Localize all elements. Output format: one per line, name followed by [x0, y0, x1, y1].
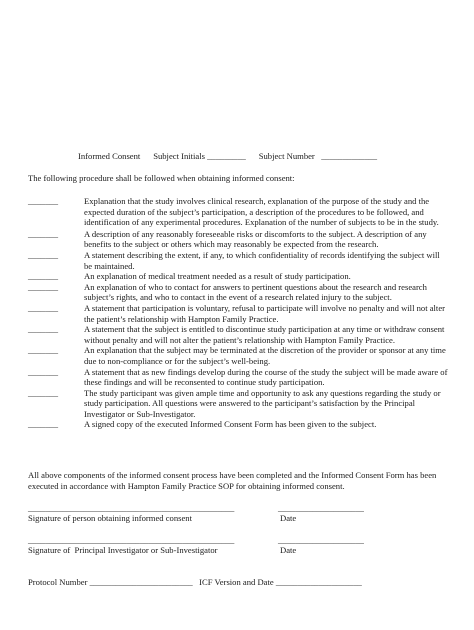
investigator-date-label: Date	[280, 545, 297, 555]
item-text: An explanation that the subject may be terminated at the discretion of the provider or sponsor at any time due to non-compliance or for the subject’s well-being.	[84, 345, 446, 366]
investigator-date-line: ____________________	[278, 535, 364, 545]
obtainer-date-label: Date	[280, 513, 297, 523]
check-blank: _______	[28, 345, 59, 356]
item-text: A statement that participation is voluntary, refusal to participate will involve no penalty and will not alter the patient’s relationship with Hampton Family Practice.	[84, 302, 445, 324]
checklist-item	[28, 388, 448, 420]
item-text: An explanation of who to contact for answers to pertinent questions about the research and research subject’s rights, and who to contact in the event of a research related injury to the subject.	[84, 281, 427, 303]
check-blank: _______	[28, 302, 59, 313]
checklist-item	[28, 419, 448, 430]
item-text: A statement that as new findings develop during the course of the study the subject will be made aware of these findings and will be reconsented to continue study participation.	[84, 366, 448, 388]
item-text: A statement that the subject is entitled to discontinue study participation at any time or withdraw consent without penalty and will not alter the patient’s relationship with Hampton Family Practice.	[84, 324, 445, 345]
check-blank: _______	[28, 324, 59, 335]
checklist	[28, 196, 448, 430]
check-blank: _______	[28, 366, 59, 377]
closing-statement: All above components of the informed consent process have been completed and the Informed Consent Form has been executed in accordance with Hampton Family Practice SOP for obtaining informed consent.	[28, 470, 437, 491]
item-text: Explanation that the study involves clinical research, explanation of the purpose of the study and the expected duration of the subject’s participation, a description of the procedures to be followed, and identification of any experimental procedures. Explanation of the number of subjects to be in the study.	[84, 196, 439, 228]
checklist-item	[28, 367, 448, 388]
checklist-item	[28, 324, 448, 345]
item-text: The study participant was given ample time and opportunity to ask any questions regarding the study or study participation. All questions were answered to the participant’s satisfaction by the Principal Investigator or Sub-Investigator.	[84, 387, 441, 419]
header-line	[78, 151, 377, 162]
subject-initials-field: Subject Initials _________	[153, 151, 246, 161]
intro-text: The following procedure shall be followed when obtaining informed consent:	[28, 173, 295, 183]
check-blank: _______	[28, 387, 59, 398]
check-blank: _______	[28, 271, 59, 282]
protocol-version-line: Protocol Number ________________________ ICF Version and Date ____________________	[28, 577, 362, 587]
informed-consent-label: Informed Consent	[78, 151, 141, 161]
item-text: An explanation of medical treatment needed as a result of study participation.	[84, 271, 351, 282]
investigator-signature-line: ________________________________________________	[28, 535, 235, 545]
obtainer-date-line: ____________________	[278, 503, 364, 513]
obtainer-signature-line: ________________________________________________	[28, 503, 235, 513]
subject-number-field: Subject Number _____________	[258, 151, 378, 161]
item-text: A statement describing the extent, if any, to which confidentiality of records identifying the subject will be maintained.	[84, 249, 440, 271]
investigator-signature-label: Signature of Principal Investigator or Sub-Investigator	[28, 545, 218, 555]
checklist-item	[28, 250, 448, 271]
check-blank: _______	[28, 228, 59, 239]
item-text: A signed copy of the executed Informed Consent Form has been given to the subject.	[84, 419, 377, 430]
item-text: A description of any reasonably foreseeable risks or discomforts to the subject. A description of any benefits to the subject or others which may reasonably be expected from the research.	[84, 228, 427, 250]
checklist-item	[28, 196, 448, 229]
check-blank: _______	[28, 249, 59, 260]
checklist-item	[28, 282, 448, 303]
checklist-item	[28, 271, 448, 282]
obtainer-signature-label: Signature of person obtaining informed consent	[28, 513, 192, 523]
checklist-item	[28, 303, 448, 324]
check-blank: _______	[28, 419, 59, 430]
check-blank: _______	[28, 196, 59, 206]
checklist-item	[28, 229, 448, 250]
check-blank: _______	[28, 281, 59, 292]
checklist-item	[28, 345, 448, 366]
